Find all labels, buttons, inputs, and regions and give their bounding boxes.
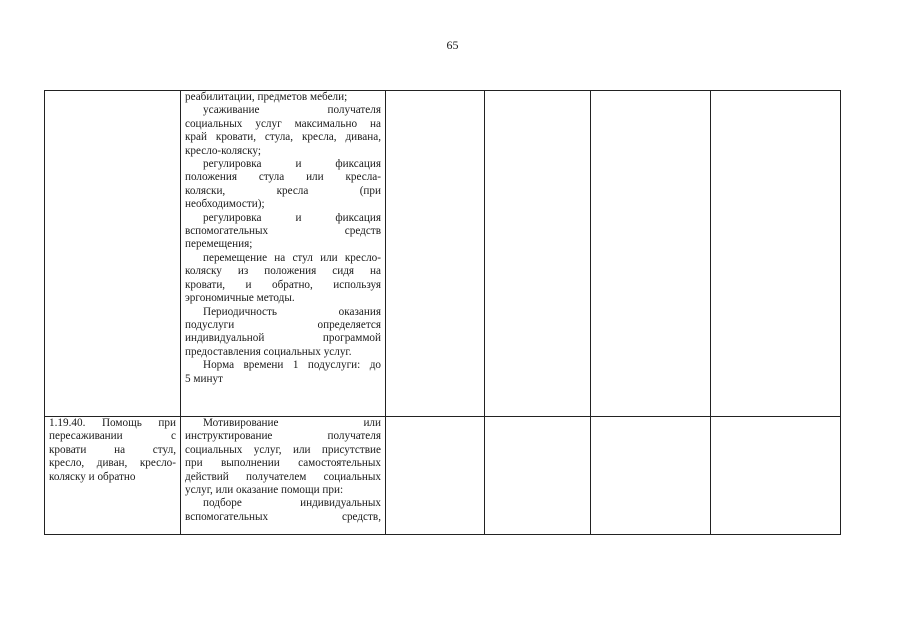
- service-code-cell: [45, 417, 181, 535]
- text-line: регулировка и фиксация: [203, 158, 381, 171]
- text-line: подуслуги определяется: [185, 318, 381, 331]
- text-line: положения стула или кресла-: [185, 171, 381, 184]
- text-line: край кровати, стула, кресла, дивана,: [185, 131, 381, 144]
- text-line: индивидуальной программой: [185, 332, 381, 345]
- empty-cell: [711, 417, 841, 535]
- text-line: социальных услуг максимально на: [185, 117, 381, 130]
- text-line: кресло, диван, кресло-: [49, 457, 176, 470]
- empty-cell: [591, 417, 711, 535]
- empty-cell: [711, 91, 841, 417]
- text-line: эргономичные методы.: [185, 292, 295, 305]
- table-row: [45, 417, 841, 535]
- text-line: подборе индивидуальных: [203, 497, 381, 510]
- service-code-cell: [45, 91, 181, 417]
- page-number: 65: [446, 38, 459, 52]
- text-line: коляску из положения сидя на: [185, 265, 381, 278]
- text-line: действий получателем социальных: [185, 470, 381, 483]
- text-line: Норма времени 1 подуслуги: до: [203, 359, 381, 372]
- text-line: кровати, и обратно, используя: [185, 278, 381, 291]
- text-line: усаживание получателя: [203, 104, 381, 117]
- text-line: при выполнении самостоятельных: [185, 457, 381, 470]
- empty-cell: [485, 417, 591, 535]
- text-line: реабилитации, предметов мебели;: [185, 91, 348, 103]
- service-description-cell: [181, 91, 386, 417]
- text-line: коляску и обратно: [49, 470, 136, 483]
- text-line: перемещения;: [185, 238, 253, 251]
- empty-cell: [386, 91, 485, 417]
- empty-cell: [485, 91, 591, 417]
- text-line: перемещение на стул или кресло-: [203, 251, 381, 264]
- empty-cell: [591, 91, 711, 417]
- text-line: пересаживании с: [49, 430, 176, 443]
- text-line: Мотивирование или: [203, 417, 381, 429]
- text-line: инструктирование получателя: [185, 430, 381, 443]
- services-table: [44, 90, 841, 535]
- text-line: социальных услуг, или присутствие: [185, 443, 381, 456]
- text-line: предоставления социальных услуг.: [185, 345, 352, 358]
- text-line: необходимости);: [185, 198, 265, 211]
- text-line: коляски, кресла (при: [185, 184, 381, 197]
- text-line: 1.19.40. Помощь при: [49, 417, 176, 429]
- text-line: услуг, или оказание помощи при:: [185, 484, 344, 497]
- text-line: регулировка и фиксация: [203, 211, 381, 224]
- text-line: 5 минут: [185, 372, 223, 385]
- text-line: кресло-коляску;: [185, 144, 261, 157]
- text-line: вспомогательных средств: [185, 225, 381, 238]
- service-description-cell: [181, 417, 386, 535]
- text-line: вспомогательных средств,: [185, 510, 381, 523]
- empty-cell: [386, 417, 485, 535]
- table-row: [45, 91, 841, 417]
- text-line: Периодичность оказания: [203, 305, 381, 318]
- text-line: кровати на стул,: [49, 443, 176, 456]
